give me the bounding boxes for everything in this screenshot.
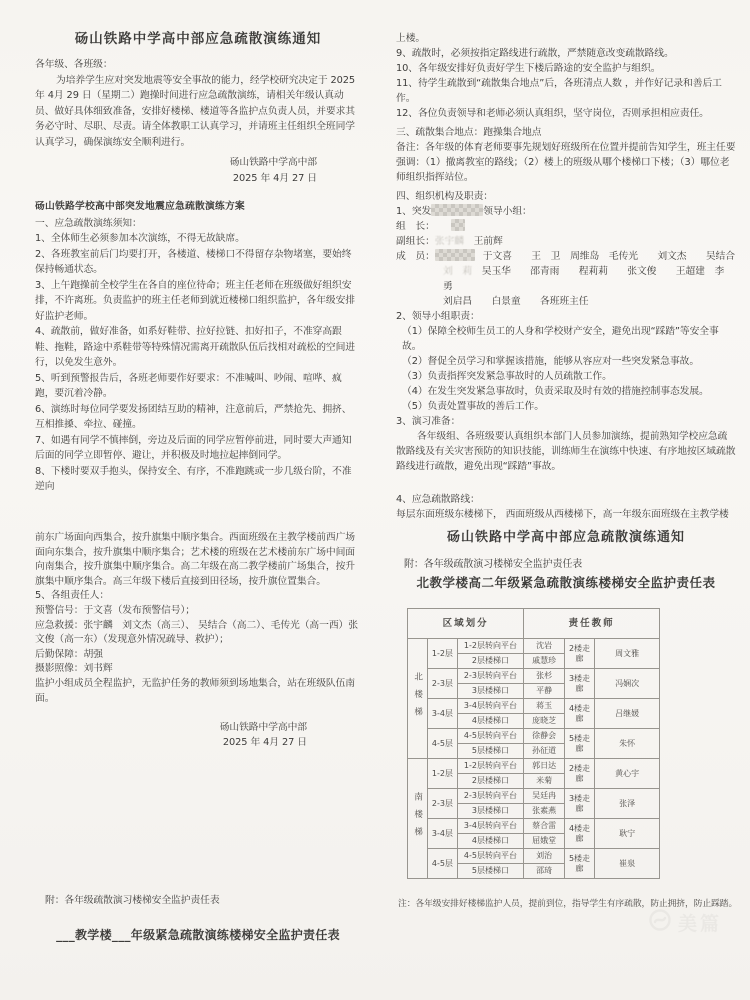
table-row xyxy=(408,819,660,834)
notice-item-3: 3、上午跑操前全校学生在各自的座位待命；班主任老师在班级做好组织安排，不许离班。负责监护的班主任老师到就近楼梯口组织监护，各年级安排好监护老师。 xyxy=(35,279,355,322)
remark-paragraph: 备注：各年级的体育老师要事先规划好班级所在位置并提前告知学生，班主任要强调：（1）撤离教室的路线；（2）楼上的班级从哪个楼梯口下楼；（3）哪位老师组织指挥站位。 xyxy=(396,142,736,183)
teacher-cell: 徐静会 xyxy=(524,729,564,744)
teacher-cell: 张素燕 xyxy=(524,804,564,819)
duties-heading: 2、领导小组职责： xyxy=(396,311,480,322)
spacer xyxy=(396,474,736,492)
plan-title: 砀山铁路学校高中部突发地震应急疏散演练方案 xyxy=(35,201,245,212)
floor-cell: 1-2层 xyxy=(428,759,457,789)
corridor-teacher-cell: 周文雅 xyxy=(595,639,660,669)
corridor-teacher-cell: 耿宁 xyxy=(595,819,660,849)
corridor-cell: 2楼走廊 xyxy=(564,759,594,789)
table-title: 北教学楼高二年级紧急疏散演练楼梯安全监护责任表 xyxy=(416,575,716,590)
teacher-cell: 孙征道 xyxy=(524,744,564,759)
members-line-3: 刘启昌 白景童 各班班主任 xyxy=(443,296,589,307)
table-row xyxy=(408,729,660,744)
supervision-note: 监护小组成员全程监护，无监护任务的教师须到场地集合，站在班级队伍南面。 xyxy=(35,677,355,704)
teacher-cell: 刘治 xyxy=(524,849,564,864)
floor-cell: 1-2层 xyxy=(428,639,457,669)
carryover-line: 上楼。 xyxy=(396,33,426,44)
teacher-cell: 戚慧珍 xyxy=(524,654,564,669)
corridor-cell: 5楼走廊 xyxy=(564,729,594,759)
corridor-cell: 4楼走廊 xyxy=(564,819,594,849)
teacher-cell: 蒋玉 xyxy=(524,699,564,714)
notice-item-4: 4、疏散前，做好准备，如系好鞋带、拉好拉链、扣好扣子，不准穿高跟鞋、拖鞋，路途中系鞋带等特殊情况需离开疏散队伍后找相对疏松的空间进行，以免发生意外。 xyxy=(35,326,355,368)
table-row xyxy=(408,789,660,804)
meipian-logo-icon xyxy=(648,908,672,936)
table-row xyxy=(408,849,660,864)
prep-paragraph: 各年级组、各班级要认真组织本部门人员参加演练，提前熟知学校应急疏散路线及有关灾害预防的知识技能，训练师生在演练中快速、有序地按区域疏散路线进行疏散，避免出现“踩踏”事故。 xyxy=(396,431,736,472)
section4-heading: 四、组织机构及职责： xyxy=(396,191,493,202)
teacher-cell: 庞晓芝 xyxy=(524,714,564,729)
teacher-cell: 蔡合雷 xyxy=(524,819,564,834)
corridor-teacher-cell: 崔泉 xyxy=(595,849,660,879)
duty-item-4: （4）在发生突发紧急事故时，负责采取及时有效的措施控制事态发展。 xyxy=(402,386,709,397)
notice-item-10: 10、各年级安排好负责好学生下楼后路途的安全监护与组织。 xyxy=(396,63,661,74)
floor-cell: 4-5层 xyxy=(428,729,457,759)
teacher-cell: 沈岩 xyxy=(524,639,564,654)
table-row xyxy=(408,759,660,774)
notice-item-5: 5、听到预警报告后，各班老师要作好要求：不准喊叫、吵闹、喧哗、疯跑，要沉着冷静。 xyxy=(35,372,342,399)
page1-top-section xyxy=(35,30,361,495)
deputy-line: 副组长：张宇麟 王前辉 xyxy=(396,236,503,247)
teacher-cell: 郭日达 xyxy=(524,759,564,774)
floor-cell: 4-5层 xyxy=(428,849,457,879)
attachment-note: 附：各年级疏散演习楼梯安全监护责任表 xyxy=(45,895,220,906)
responsible-line-rescue: 应急救援：张宇麟 刘文杰（高三）、 吴结合（高二）、毛传光（高一西）张文俊（高一东）（发现意外情况疏导、救护）； xyxy=(35,619,358,646)
redacted-block xyxy=(435,249,475,261)
location-cell: 1-2层转向平台 xyxy=(457,639,524,654)
notice-item-12: 12、各位负责领导和老师必须认真组织，坚守岗位，否则承担相应责任。 xyxy=(396,108,709,119)
signature-date: 2025 年 4月 27 日 xyxy=(232,172,317,184)
location-cell: 5层楼梯口 xyxy=(457,864,524,879)
responsible-line-photo: 摄影照像：刘书辉 xyxy=(35,663,113,675)
notice-item-11: 11、待学生疏散到“疏散集合地点”后，各班清点人数 ，并作好记录和善后工作。 xyxy=(396,78,722,104)
notice-item-9: 9、疏散时，必须按指定路线进行疏散，严禁随意改变疏散路线。 xyxy=(396,48,674,59)
notice-item-8: 8、下楼时要双手抱头，保持安全、有序，不准跑跳或一步几级台阶，不准逆向 xyxy=(35,465,352,492)
org-group-heading: 1、突发 领导小组： xyxy=(396,206,532,217)
location-cell: 4-5层转向平台 xyxy=(457,729,524,744)
notice-item-1: 1、全体师生必须参加本次演练，不得无故缺席。 xyxy=(35,233,245,244)
location-cell: 3层楼梯口 xyxy=(457,804,524,819)
teacher-cell: 张杉 xyxy=(524,669,564,684)
assembly-continuation: 前东广场面向西集合，按升旗集中顺序集合。西面班级在主教学楼前西广场面向东集合，按升旗集中顺序集合；艺术楼的班级在艺术楼前东广场中间面向南集合，按升旗集中顺序集合。高二年级在高二教学楼前广场集合，按升旗集中顺序集合。高三年级下楼后直接到田径场，按升旗位置集合。 xyxy=(35,532,355,587)
header-teacher: 责任教师 xyxy=(524,609,660,639)
location-cell: 3-4层转向平台 xyxy=(457,819,524,834)
corridor-teacher-cell: 张泽 xyxy=(595,789,660,819)
stair-label-south: 南楼梯 xyxy=(408,759,428,879)
table-footnote: 注：各年级安排好楼梯监护人员，提前到位，指导学生有序疏散，防止拥挤，防止踩踏。 xyxy=(398,899,738,909)
intro-paragraph: 为培养学生应对突发地震等安全事故的能力，经学校研究决定于 2025年 4月 29 日（星期二）跑操时间进行应急疏散演练，请相关年级认真动员、做好具体细致准备，安排好楼梯、楼道等各监护点负责人员，并要求其务必守时、尽职、尽责。请全体教职工认真学习，并请班主任组织全班同学认真学习，确保演练安全顺利进行。 xyxy=(35,74,356,148)
notice-item-6: 6、演练时每位同学要发扬团结互助的精神，注意前后，严禁抢先、拥挤、互相推搡、牵拉、碰撞。 xyxy=(35,403,352,430)
corridor-teacher-cell: 朱怀 xyxy=(595,729,660,759)
responsibles-heading: 5、各组责任人： xyxy=(35,590,110,602)
teacher-cell: 邵琦 xyxy=(524,864,564,879)
signature-org-2: 砀山铁路中学高中部 xyxy=(219,722,307,734)
corridor-teacher-cell: 黄心宇 xyxy=(595,759,660,789)
responsible-line-signal: 预警信号：于文喜（发布预警信号）； xyxy=(35,604,195,616)
blank-form-title: ___教学楼___年级紧急疏散演练楼梯安全监护责任表 xyxy=(56,928,340,942)
floor-cell: 3-4层 xyxy=(428,699,457,729)
location-cell: 4层楼梯口 xyxy=(457,834,524,849)
location-cell: 2层楼梯口 xyxy=(457,774,524,789)
location-cell: 3-4层转向平台 xyxy=(457,699,524,714)
corridor-cell: 2楼走廊 xyxy=(564,639,594,669)
location-cell: 2层楼梯口 xyxy=(457,654,524,669)
prep-heading: 3、演习准备： xyxy=(396,416,461,427)
teacher-cell: 平静 xyxy=(524,684,564,699)
page2-top-section xyxy=(396,31,736,522)
notice-item-2: 2、各班教室前后门均要打开，各楼道、楼梯口不得留存杂物堵塞，要始终保持畅通状态。 xyxy=(35,248,352,275)
redacted-block xyxy=(431,204,483,216)
corridor-cell: 5楼走廊 xyxy=(564,849,594,879)
section3-heading: 三、疏散集合地点：跑操集合地点 xyxy=(396,127,542,138)
corridor-teacher-cell: 吕继媛 xyxy=(595,699,660,729)
responsibility-table-wrap xyxy=(407,608,660,879)
location-cell: 4层楼梯口 xyxy=(457,714,524,729)
page1-title: 砀山铁路中学高中部应急疏散演练通知 xyxy=(74,31,322,47)
corridor-cell: 3楼走廊 xyxy=(564,789,594,819)
route-heading: 4、应急疏散路线： xyxy=(396,494,480,505)
responsibility-table xyxy=(407,608,660,879)
header-zone: 区域划分 xyxy=(408,609,524,639)
corridor-cell: 4楼走廊 xyxy=(564,699,594,729)
signature-date-2: 2025 年 4月 27 日 xyxy=(222,736,307,748)
duty-item-3: （3）负责指挥突发紧急事故时的人员疏散工作。 xyxy=(402,371,612,382)
blurred-name: 刘 莉 xyxy=(443,266,473,277)
watermark-text: 美篇 xyxy=(678,912,723,935)
leader-line: 组 长： xyxy=(396,219,736,234)
signature-org: 砀山铁路中学高中部 xyxy=(229,157,317,168)
teacher-cell: 吴廷冉 xyxy=(524,789,564,804)
blurred-name: 张宇麟 xyxy=(434,236,464,247)
location-cell: 5层楼梯口 xyxy=(457,744,524,759)
notice2-title: 砀山铁路中学高中部应急疏散演练通知 xyxy=(446,530,685,545)
location-cell: 3层楼梯口 xyxy=(457,684,524,699)
attachment-note-2: 附：各年级疏散演习楼梯安全监护责任表 xyxy=(404,559,583,570)
notice-item-7: 7、如遇有同学不慎摔倒，旁边及后面的同学应暂停前进，同时要大声通知后面的同学立即暂停、避让，并积极及时地拉起摔倒同学。 xyxy=(35,434,352,461)
table-header-row xyxy=(408,609,660,639)
salutation: 各年级、各班级： xyxy=(35,59,113,70)
route-line: 每层东面班级东楼梯下， 西面班级从西楼梯下，高一年级东面班级在主教学楼 xyxy=(396,509,729,520)
page1-middle-section xyxy=(35,531,361,750)
responsible-line-logistics: 后勤保障：胡强 xyxy=(35,648,103,660)
location-cell: 2-3层转向平台 xyxy=(457,789,524,804)
location-cell: 4-5层转向平台 xyxy=(457,849,524,864)
table-row xyxy=(408,639,660,654)
teacher-cell: 屈娥堂 xyxy=(524,834,564,849)
location-cell: 2-3层转向平台 xyxy=(457,669,524,684)
table-row xyxy=(408,669,660,684)
floor-cell: 2-3层 xyxy=(428,789,457,819)
corridor-cell: 3楼走廊 xyxy=(564,669,594,699)
teacher-cell: 米菊 xyxy=(524,774,564,789)
corridor-teacher-cell: 冯娴次 xyxy=(595,669,660,699)
section1-heading: 一、应急疏散演练须知： xyxy=(35,217,142,229)
duty-item-2: （2）督促全员学习和掌握该措施，能够从容应对一些突发紧急事故。 xyxy=(402,356,700,367)
floor-cell: 2-3层 xyxy=(428,669,457,699)
members-line-2: 刘 莉 吴玉华 邵青雨 程莉莉 张文俊 王超建 李 勇 xyxy=(443,266,734,292)
members-line-1: 成 员： 于文喜 王 卫 周维岛 毛传光 刘文杰 吴结合 xyxy=(396,251,735,262)
table-row xyxy=(408,699,660,714)
location-cell: 1-2层转向平台 xyxy=(457,759,524,774)
duty-item-5: （5）负责处置事故的善后工作。 xyxy=(402,401,544,412)
floor-cell: 3-4层 xyxy=(428,819,457,849)
stair-label-north: 北楼梯 xyxy=(408,639,428,759)
meipian-watermark xyxy=(648,908,722,936)
redacted-block xyxy=(451,219,465,231)
duty-item-1: （1）保障全校师生员工的人身和学校财产安全，避免出现“踩踏”等安全事故。 xyxy=(402,326,719,352)
